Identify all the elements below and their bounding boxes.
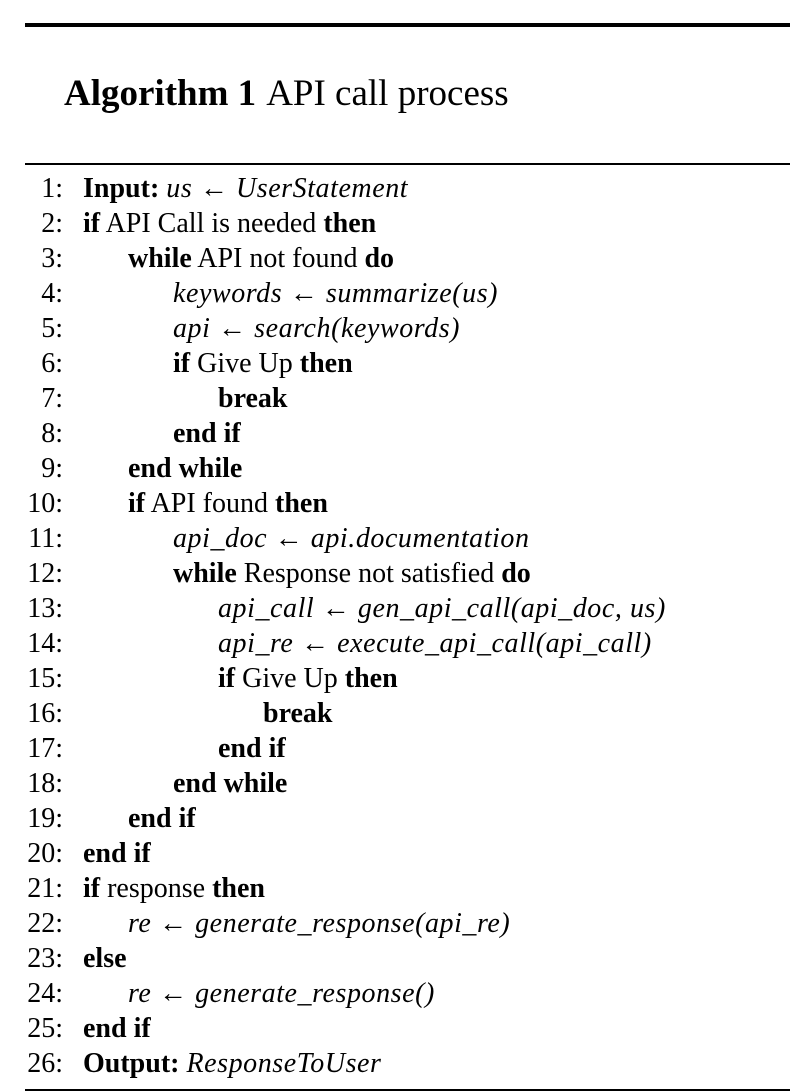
- algorithm-line: [25, 451, 790, 486]
- line-code: [63, 871, 790, 906]
- code-segment: end while: [128, 453, 243, 484]
- algorithm-line: [25, 556, 790, 591]
- code-segment: then: [212, 873, 265, 904]
- code-segment: API not found: [191, 243, 365, 274]
- algorithm-header: [25, 27, 790, 163]
- line-number: 17:: [27, 733, 63, 764]
- algorithm-line: [25, 661, 790, 696]
- code-segment: while: [128, 243, 192, 274]
- code-segment: if: [83, 208, 101, 239]
- code-segment: end if: [83, 1013, 151, 1044]
- code-segment: end if: [128, 803, 196, 834]
- line-code: [63, 276, 790, 311]
- algorithm-line: [25, 696, 790, 731]
- line-code: [63, 591, 790, 626]
- code-segment: then: [299, 348, 353, 379]
- algorithm-lines: [25, 165, 790, 1089]
- algorithm-line: [25, 941, 790, 976]
- code-segment: end if: [173, 418, 241, 449]
- line-code: [63, 941, 790, 976]
- line-number: 25:: [27, 1013, 63, 1044]
- line-code: [63, 1046, 790, 1081]
- line-code: [63, 486, 790, 521]
- code-segment: if: [218, 663, 236, 694]
- line-code: [63, 416, 790, 451]
- code-segment: api_doc ← api.documentation: [173, 523, 530, 554]
- code-segment: break: [218, 383, 288, 414]
- algorithm-line: [25, 521, 790, 556]
- line-number: 18:: [27, 768, 63, 799]
- line-code: [63, 556, 790, 591]
- code-segment: then: [275, 488, 328, 519]
- algorithm-line: [25, 486, 790, 521]
- line-number: 19:: [27, 803, 63, 834]
- algorithm-line: [25, 171, 790, 206]
- line-number: 26:: [27, 1048, 63, 1079]
- line-code: [63, 626, 790, 661]
- line-number: 16:: [27, 698, 63, 729]
- algorithm-line: [25, 871, 790, 906]
- line-number: 9:: [41, 453, 63, 484]
- algorithm-line: [25, 801, 790, 836]
- line-number: 20:: [27, 838, 63, 869]
- code-segment: end if: [218, 733, 286, 764]
- code-segment: api ← search(keywords): [173, 313, 461, 344]
- line-number: 10:: [27, 488, 63, 519]
- code-segment: Give Up: [190, 348, 300, 379]
- line-number: 6:: [41, 348, 63, 379]
- line-number: 12:: [27, 558, 63, 589]
- code-segment: API Call is needed: [100, 208, 324, 239]
- code-segment: Response not satisfied: [236, 558, 502, 589]
- code-segment: end while: [173, 768, 288, 799]
- code-segment: do: [501, 558, 531, 589]
- line-number: 4:: [41, 278, 63, 309]
- code-segment: us ← UserStatement: [166, 173, 409, 204]
- code-segment: do: [364, 243, 395, 274]
- algorithm-line: [25, 381, 790, 416]
- code-segment: Give Up: [235, 663, 345, 694]
- code-segment: if: [128, 488, 146, 519]
- code-segment: keywords ← summarize(us): [173, 278, 499, 309]
- code-segment: Output:: [83, 1048, 187, 1079]
- algorithm-line: [25, 626, 790, 661]
- line-code: [63, 696, 790, 731]
- code-segment: response: [100, 873, 213, 904]
- code-segment: api_re ← execute_api_call(api_call): [218, 628, 652, 659]
- line-number: 7:: [41, 383, 63, 414]
- code-segment: then: [323, 208, 377, 239]
- code-segment: API found: [145, 488, 276, 519]
- line-number: 1:: [41, 173, 63, 204]
- line-number: 11:: [28, 523, 63, 554]
- algorithm-line: [25, 836, 790, 871]
- code-segment: Input:: [83, 173, 167, 204]
- algorithm-line: [25, 241, 790, 276]
- algorithm-line: [25, 766, 790, 801]
- line-code: [63, 1011, 790, 1046]
- line-number: 3:: [41, 243, 63, 274]
- code-segment: if: [83, 873, 101, 904]
- line-number: 2:: [41, 208, 63, 239]
- line-code: [63, 206, 790, 241]
- line-code: [63, 521, 790, 556]
- code-segment: api_call ← gen_api_call(api_doc, us): [218, 593, 666, 624]
- line-code: [63, 661, 790, 696]
- line-code: [63, 731, 790, 766]
- line-code: [63, 976, 790, 1011]
- code-segment: break: [263, 698, 333, 729]
- code-segment: if: [173, 348, 191, 379]
- line-code: [63, 906, 790, 941]
- algorithm-line: [25, 1046, 790, 1081]
- line-number: 13:: [27, 593, 63, 624]
- line-number: 24:: [27, 978, 63, 1009]
- algorithm-line: [25, 1011, 790, 1046]
- line-number: 8:: [41, 418, 63, 449]
- code-segment: ResponseToUser: [186, 1048, 382, 1079]
- line-code: [63, 766, 790, 801]
- algorithm-line: [25, 591, 790, 626]
- line-number: 14:: [27, 628, 63, 659]
- algorithm-line: [25, 906, 790, 941]
- line-code: [63, 381, 790, 416]
- code-segment: while: [173, 558, 237, 589]
- algorithm-caption: API call process: [266, 73, 509, 114]
- code-segment: re ← generate_response(api_re): [128, 908, 511, 939]
- line-number: 5:: [41, 313, 63, 344]
- line-code: [63, 451, 790, 486]
- algorithm-line: [25, 206, 790, 241]
- code-segment: else: [83, 943, 127, 974]
- code-segment: re ← generate_response(): [128, 978, 435, 1009]
- line-number: 23:: [27, 943, 63, 974]
- code-segment: then: [344, 663, 398, 694]
- line-number: 22:: [27, 908, 63, 939]
- line-code: [63, 241, 790, 276]
- algorithm-title: Algorithm 1: [64, 73, 257, 114]
- algorithm-line: [25, 416, 790, 451]
- algorithm-line: [25, 976, 790, 1011]
- algorithm-line: [25, 731, 790, 766]
- line-code: [63, 801, 790, 836]
- line-code: [63, 346, 790, 381]
- algorithm-line: [25, 346, 790, 381]
- line-code: [63, 311, 790, 346]
- line-number: 15:: [27, 663, 63, 694]
- line-code: [63, 836, 790, 871]
- code-segment: end if: [83, 838, 151, 869]
- line-code: [63, 171, 790, 206]
- algorithm-line: [25, 311, 790, 346]
- line-number: 21:: [27, 873, 63, 904]
- algorithm-block: [25, 23, 790, 1091]
- algorithm-line: [25, 276, 790, 311]
